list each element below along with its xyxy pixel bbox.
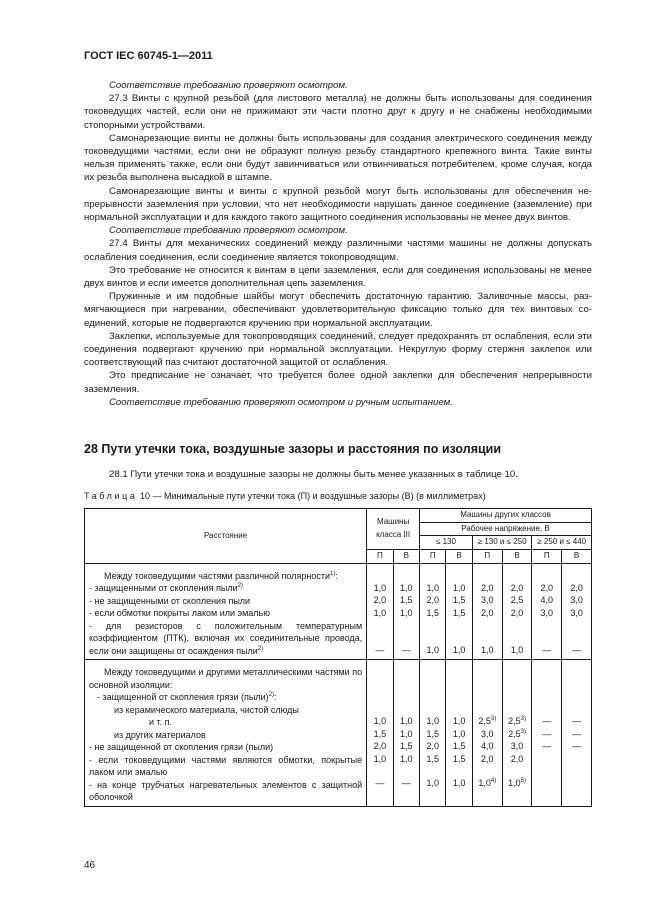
- value: 1,0: [400, 582, 413, 593]
- value: 1,0: [426, 645, 439, 655]
- value: 1,5: [373, 728, 387, 739]
- value: 1,0: [481, 645, 494, 655]
- value-cell: [446, 563, 472, 660]
- col-header-creepage: П: [367, 549, 393, 563]
- value: 4,0: [481, 741, 494, 751]
- col-header-distance: Расстояние: [85, 509, 367, 564]
- value: 1,0: [373, 582, 387, 593]
- value: 1,0: [426, 716, 439, 726]
- col-header-creepage: П: [532, 549, 562, 563]
- value: 2,0: [426, 741, 439, 751]
- paragraph-28-1: 28.1 Пути утечки тока и воздушные зазоры не должны быть менее указанных в таблице 10.: [109, 469, 518, 480]
- value: —: [572, 716, 582, 726]
- value: 2,0: [570, 582, 583, 593]
- body-paragraph: Самонарезающие винты и винты с крупной резьбой могут быть использованы для обеспечения непрерывности заземления при условии, что нет необходимости нарушать данное соединение (заземление) при нормальной эксплуатации и для каждого такого защитного соединения использованы не менее двух винтов.: [84, 185, 592, 224]
- body-paragraph: 27.4 Винты для механических соединений между различными частями машины не должны допускать ослабления соединения, если соединение является токопроводящим.: [84, 238, 592, 263]
- row-text-line: Между токоведущими частями различной полярности$^{1)}$:: [104, 570, 338, 581]
- value-cell: [420, 660, 446, 807]
- value: 2,0: [481, 607, 494, 618]
- row-text-line: Между токоведущими и другими металлическими частями по основной изоляции:: [89, 667, 363, 690]
- value-cell: [367, 563, 393, 660]
- col-header-v1: ≤ 130: [420, 536, 473, 550]
- value-cell: [562, 563, 592, 660]
- value: 3,0: [570, 607, 583, 618]
- value: 2,5$^{3)}$: [508, 728, 526, 739]
- col-header-creepage: П: [472, 549, 502, 563]
- value: 2,0: [373, 741, 387, 751]
- value: 1,0$^{4)}$: [478, 778, 497, 788]
- value: —: [401, 645, 411, 655]
- value: 1,5: [452, 607, 466, 618]
- section-title: 28 Пути утечки тока, воздушные зазоры и расстояния по изоляции: [84, 442, 502, 456]
- value: 2,0: [426, 595, 439, 605]
- table-caption-rest: 10 — Минимальные пути утечки тока (П) и воздушные зазоры (В) (в миллиметрах): [137, 491, 486, 501]
- value: 3,0: [481, 595, 494, 605]
- value: 2,0: [481, 582, 494, 593]
- body-text: [84, 79, 592, 409]
- col-header-creepage: П: [420, 549, 446, 563]
- value: 1,0: [426, 582, 439, 593]
- value-cell: [393, 563, 419, 660]
- col-header-v2: ≥ 130 и ≤ 250: [472, 536, 532, 550]
- row-description: [85, 563, 367, 660]
- value: 2,5$^{3)}$: [508, 716, 526, 726]
- value: —: [542, 741, 552, 751]
- value: 1,5: [426, 728, 439, 739]
- value: 2,5: [510, 595, 524, 605]
- value: 1,5: [426, 607, 439, 618]
- value-cell: [420, 563, 446, 660]
- value: 1,0: [373, 753, 387, 764]
- value: 2,0: [510, 753, 524, 764]
- value: 3,0: [570, 595, 583, 605]
- value: 2,0: [540, 582, 554, 593]
- body-paragraph: Заклепки, используемые для токопроводящих соединений, следует предохранять от ослабления, если эти соединения подвергают кручению при нормальной эксплуатации. Некруглую форму стержня заклепок или соответствующий паз считают достаточной защитой от ослабления.: [84, 330, 592, 369]
- value: 2,5$^{3)}$: [478, 716, 497, 726]
- value: 1,0: [426, 778, 439, 788]
- value: 1,5: [452, 595, 466, 605]
- row-text-line: - если токоведущими частями являются обмотки, покрытые лаком или эмалью: [89, 754, 363, 777]
- value-cell: [367, 660, 393, 807]
- value: 1,0: [510, 645, 524, 655]
- value: 3,0: [481, 728, 494, 739]
- value: 1,5: [400, 595, 413, 605]
- row-text-line: и т. п.: [149, 717, 173, 727]
- value-cell: [446, 660, 472, 807]
- value: 3,0: [540, 607, 554, 618]
- value: 1,0: [452, 582, 466, 593]
- col-header-clearance: В: [446, 549, 472, 563]
- value-cell: [532, 660, 562, 807]
- row-text-line: - не защищенной от скопления грязи (пыли): [89, 742, 274, 752]
- value-cell: [472, 660, 502, 807]
- value: 1,0: [400, 716, 413, 726]
- table-caption-word: Таблица: [84, 491, 138, 501]
- value: 1,0: [373, 716, 387, 726]
- row-text-line: из других материалов: [114, 729, 206, 740]
- value: 1,0: [400, 753, 413, 764]
- value: 2,0: [373, 595, 387, 605]
- value: —: [572, 645, 582, 655]
- value-cell: [532, 563, 562, 660]
- col-header-clearance: В: [393, 549, 419, 563]
- col-header-class3: Машины класса III: [367, 509, 420, 550]
- row-text-line: из керамического материала, чистой слюды: [114, 704, 299, 715]
- value: 2,0: [481, 753, 494, 764]
- value: 1,0: [373, 607, 387, 618]
- table-caption: [84, 491, 486, 501]
- value-cell: [502, 563, 532, 660]
- value: 1,5: [452, 753, 466, 764]
- clearance-table: [84, 508, 592, 807]
- row-text-line: - для резисторов с положительным температурным коэффициентом (ПТК), включая их соединительные провода, если они защищены от осаждения пыли$^{2)}$: [89, 620, 363, 656]
- value: —: [401, 778, 411, 788]
- row-text-line: - если обмотки покрыты лаком или эмалью: [89, 608, 270, 618]
- col-header-other: Машины других классов: [420, 509, 592, 523]
- value-cell: [393, 660, 419, 807]
- value: —: [572, 741, 582, 751]
- col-header-v3: ≥ 250 и ≤ 440: [532, 536, 592, 550]
- body-paragraph: Соответствие требованию проверяют осмотром.: [109, 80, 348, 91]
- value: —: [375, 778, 385, 788]
- value: —: [542, 645, 552, 655]
- row-text-line: - на конце трубчатых нагревательных элементов с защитной оболочкой: [89, 779, 363, 802]
- value: 1,0: [400, 607, 413, 618]
- body-paragraph: Соответствие требованию проверяют осмотром.: [109, 225, 348, 237]
- page-number: 46: [84, 860, 96, 871]
- body-paragraph: Пружинные и им подобные шайбы могут обеспечить достаточную гарантию. Заливочные массы, размягчающиеся при нагревании, обеспечивают удовлетворительную фиксацию только для тех винтовых соединений, которые не подвергаются кручению при нормальной эксплуатации.: [84, 291, 592, 329]
- value: 1,5: [400, 741, 413, 751]
- value: —: [542, 728, 552, 739]
- col-header-clearance: В: [502, 549, 532, 563]
- value: 1,5: [452, 741, 466, 751]
- document-header: ГОСТ IEC 60745-1—2011: [84, 50, 213, 62]
- value: 1,0: [452, 728, 466, 739]
- body-paragraph: Самонарезающие винты не должны быть использованы для создания электрического соединения между токоведущими частями, если они не образуют полную резьбу стандартного крепежного винта. Такие винты нельзя применять также, если они будут завинчиваться или отвинчиваться потребителем, кроме случая, когда их резьба выполнена высадкой в штампе.: [84, 132, 592, 184]
- value: —: [375, 645, 385, 655]
- row-text-line: - защищенными от скопления пыли$^{2)}$: [89, 583, 243, 593]
- value: 1,0: [452, 716, 466, 726]
- value: 1,0: [452, 645, 466, 655]
- row-description: [85, 660, 367, 807]
- col-header-clearance: В: [562, 549, 592, 563]
- value-cell: [562, 660, 592, 807]
- value: —: [572, 728, 582, 739]
- row-text-line: - не защищенными от скопления пыли: [89, 595, 251, 606]
- col-header-voltage: Рабочее напряжение, В: [420, 522, 592, 536]
- value: 1,5: [426, 753, 439, 764]
- value: 4,0: [540, 595, 554, 605]
- body-paragraph: Это требование не относится к винтам в цепи заземления, если для соединения использованы не менее двух винтов и если имеется дополнительная цепь заземления.: [84, 264, 592, 290]
- value: 1,0$^{5)}$: [508, 778, 526, 788]
- value-cell: [502, 660, 532, 807]
- value-cell: [472, 563, 502, 660]
- body-paragraph: 27.3 Винты с крупной резьбой (для листового металла) не должны быть использованы для соединения токоведущих частей, если они не прижимают эти части плотно друг к другу и не снабжены необходимыми стопорными устройствами.: [84, 93, 592, 131]
- value: —: [542, 716, 552, 726]
- body-paragraph: Соответствие требованию проверяют осмотром и ручным испытанием.: [109, 396, 453, 408]
- body-paragraph: Это предписание не означает, что требуется более одной заклепки для обеспечения непрерывности заземления.: [84, 370, 592, 395]
- value: 2,0: [510, 582, 524, 593]
- value: 2,0: [510, 607, 524, 618]
- value: 3,0: [510, 741, 524, 751]
- row-text-line: - защищенной от скопления грязи (пыли)$^{2)}$:: [97, 692, 277, 702]
- value: 1,0: [400, 728, 413, 739]
- value: 1,0: [452, 778, 466, 788]
